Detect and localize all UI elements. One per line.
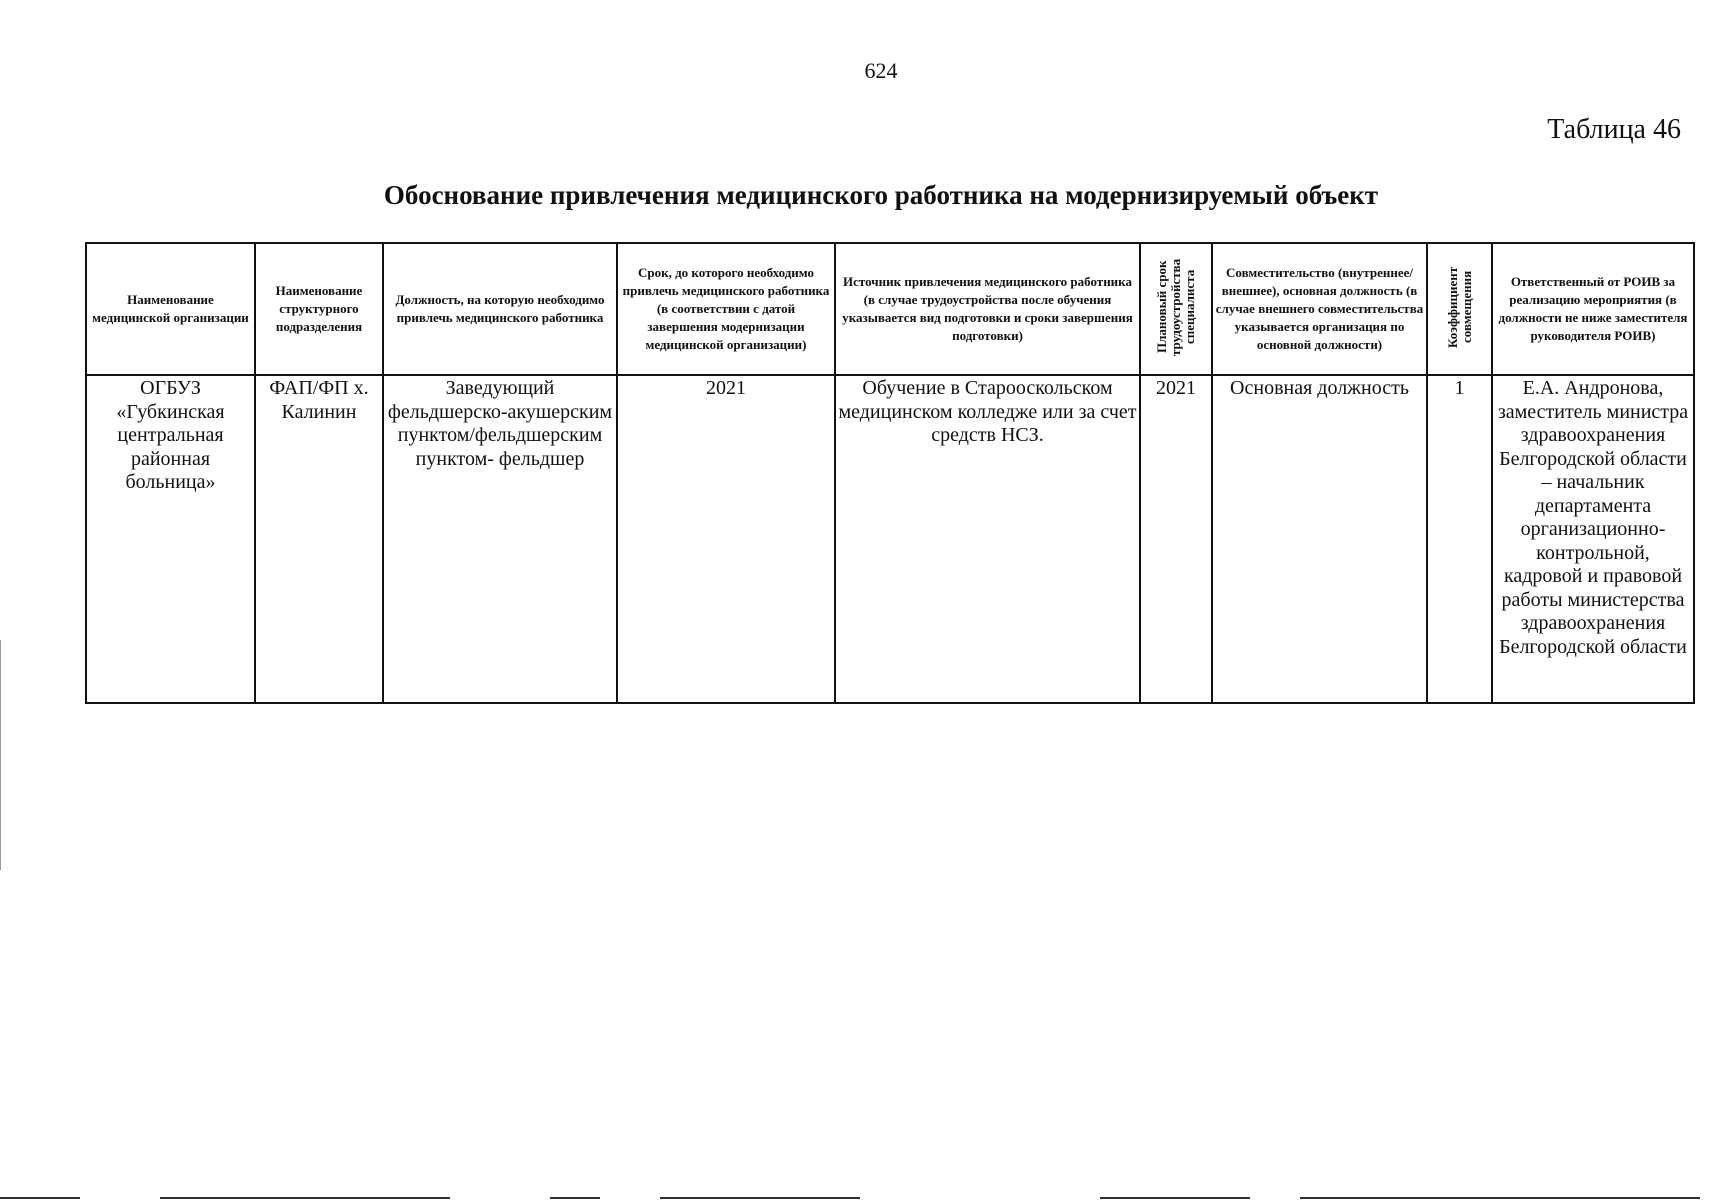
justification-table (85, 242, 1695, 704)
scan-edge-mark (0, 640, 1, 870)
header-organization: Наименование медицинской организации (86, 243, 255, 375)
cell-position: Заведующий фельдшерско-акушерским пунктом/фельдшерским пунктом- фельдшер (383, 375, 617, 703)
cell-responsible: Е.А. Андронова, заместитель министра здравоохранения Белгородской области – начальник департамента организационно-контрольной, кадровой и правовой работы министерства здравоохранения Белгородской области (1492, 375, 1694, 703)
scan-bottom-rule (660, 1197, 860, 1199)
cell-source: Обучение в Старооскольском медицинском колледже или за счет средств НСЗ. (835, 375, 1140, 703)
scan-bottom-rule (1100, 1197, 1250, 1199)
cell-coefficient: 1 (1427, 375, 1492, 703)
header-combination: Совместительство (внутреннее/ внешнее), основная должность (в случае внешнего совместительства указывается организация по основной должности) (1212, 243, 1427, 375)
scan-bottom-rule (160, 1197, 450, 1199)
header-planned-term-text: Плановый срок трудоустройства специалиста (1154, 257, 1197, 356)
cell-organization: ОГБУЗ «Губкинская центральная районная больница» (86, 375, 255, 703)
header-planned-term (1140, 243, 1212, 375)
scan-bottom-rule (0, 1197, 80, 1199)
header-responsible: Ответственный от РОИВ за реализацию мероприятия (в должности не ниже заместителя руководителя РОИВ) (1492, 243, 1694, 375)
header-position: Должность, на которую необходимо привлечь медицинского работника (383, 243, 617, 375)
cell-planned-term: 2021 (1140, 375, 1212, 703)
header-deadline: Срок, до которого необходимо привлечь медицинского работника (в соответствии с датой завершения модернизации медицинской организации) (617, 243, 835, 375)
cell-combination: Основная должность (1212, 375, 1427, 703)
page-number: 624 (864, 58, 898, 83)
table-header-row (86, 243, 1694, 375)
header-coefficient (1427, 243, 1492, 375)
cell-deadline: 2021 (617, 375, 835, 703)
cell-subdivision: ФАП/ФП х. Калинин (255, 375, 383, 703)
table-label: Таблица 46 (1547, 114, 1681, 145)
scan-bottom-rule (550, 1197, 600, 1199)
header-source: Источник привлечения медицинского работника (в случае трудоустройства после обучения указывается вид подготовки и сроки завершения подготовки) (835, 243, 1140, 375)
header-subdivision: Наименование структурного подразделения (255, 243, 383, 375)
document-title: Обоснование привлечения медицинского работника на модернизируемый объект (383, 180, 1379, 210)
header-coefficient-text: Коэффициент совмещения (1444, 265, 1474, 348)
scan-bottom-rule (1300, 1197, 1700, 1199)
table-row (86, 375, 1694, 703)
